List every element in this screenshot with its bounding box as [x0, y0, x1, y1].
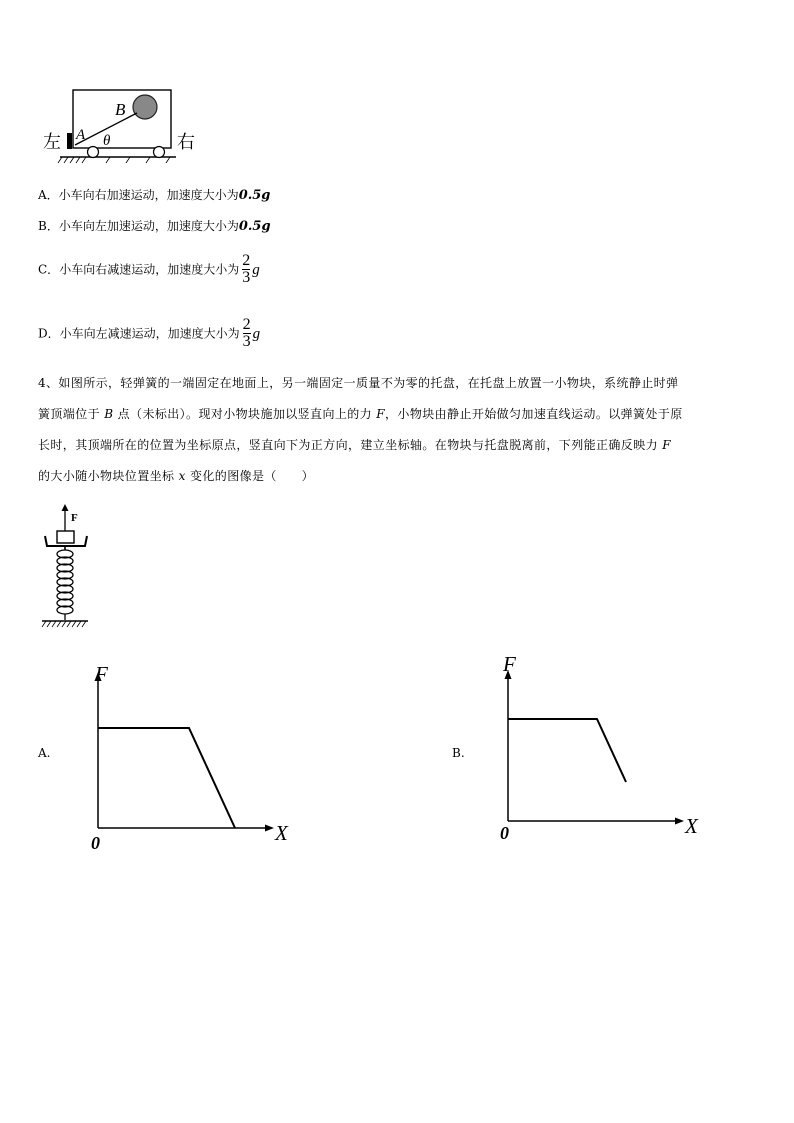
- graph-a[interactable]: [85, 660, 300, 855]
- q4-line-3: 长时，其顶端所在的位置为坐标原点，竖直向下为正方向，建立坐标轴。在物块与托盘脱离前，下列能正确反映力 F: [38, 438, 671, 452]
- label-right: 右: [177, 132, 195, 152]
- wall-block: [67, 133, 72, 149]
- graph-line: [508, 719, 626, 782]
- graph-b[interactable]: [495, 650, 710, 845]
- force-label: F: [71, 512, 78, 524]
- label-b: B: [115, 100, 126, 119]
- y-axis-label: F: [95, 662, 108, 686]
- fraction: $\frac{2}{3}$: [242, 252, 251, 286]
- q4-line-2: 簧顶端位于 B 点（未标出）。现对小物块施加以竖直向上的力 F，小物块由静止开始做匀加速直线运动。以弹簧处于原: [38, 407, 683, 421]
- x-axis-arrow: [675, 818, 684, 825]
- cart-body: [73, 90, 171, 148]
- graph-line: [98, 728, 235, 828]
- force-arrow-head: [62, 504, 69, 511]
- y-axis-label: F: [503, 652, 516, 676]
- option-b[interactable]: B．小车向左加速运动，加速度大小为0.5g: [38, 219, 271, 234]
- cart-figure: [40, 85, 205, 165]
- option-a[interactable]: A．小车向右加速运动，加速度大小为0.5g: [38, 188, 271, 203]
- x-axis-label: X: [275, 821, 288, 845]
- graph-a-option-label[interactable]: A.: [38, 746, 51, 760]
- spring-figure: [38, 500, 98, 635]
- ground-hatching: [58, 157, 170, 163]
- ball: [133, 95, 157, 119]
- wheel-right: [154, 147, 165, 158]
- q4-line-4: 的大小随小物块位置坐标 x 变化的图像是（ ）: [38, 469, 315, 483]
- origin-label: 0: [500, 823, 509, 843]
- q4-line-1: 4、如图所示，轻弹簧的一端固定在地面上，另一端固定一质量不为零的托盘，在托盘上放置一小物块，系统静止时弹: [38, 376, 679, 390]
- wheel-left: [88, 147, 99, 158]
- label-left: 左: [43, 132, 61, 152]
- option-d[interactable]: D．小车向左减速运动，加速度大小为 $\frac{2}{3}$ g: [38, 316, 261, 350]
- x-axis-label: X: [685, 814, 698, 838]
- ground-hatching: [42, 621, 86, 627]
- label-a: A: [76, 127, 86, 143]
- label-theta: θ: [103, 133, 111, 149]
- block: [57, 531, 74, 543]
- option-c[interactable]: C．小车向右减速运动，加速度大小为 $\frac{2}{3}$ g: [38, 252, 260, 286]
- fraction: $\frac{2}{3}$: [242, 316, 251, 350]
- question-4-text: [38, 368, 763, 492]
- graph-b-option-label[interactable]: B.: [452, 746, 465, 760]
- spring-coils: [57, 550, 73, 614]
- origin-label: 0: [91, 833, 100, 853]
- x-axis-arrow: [265, 825, 274, 832]
